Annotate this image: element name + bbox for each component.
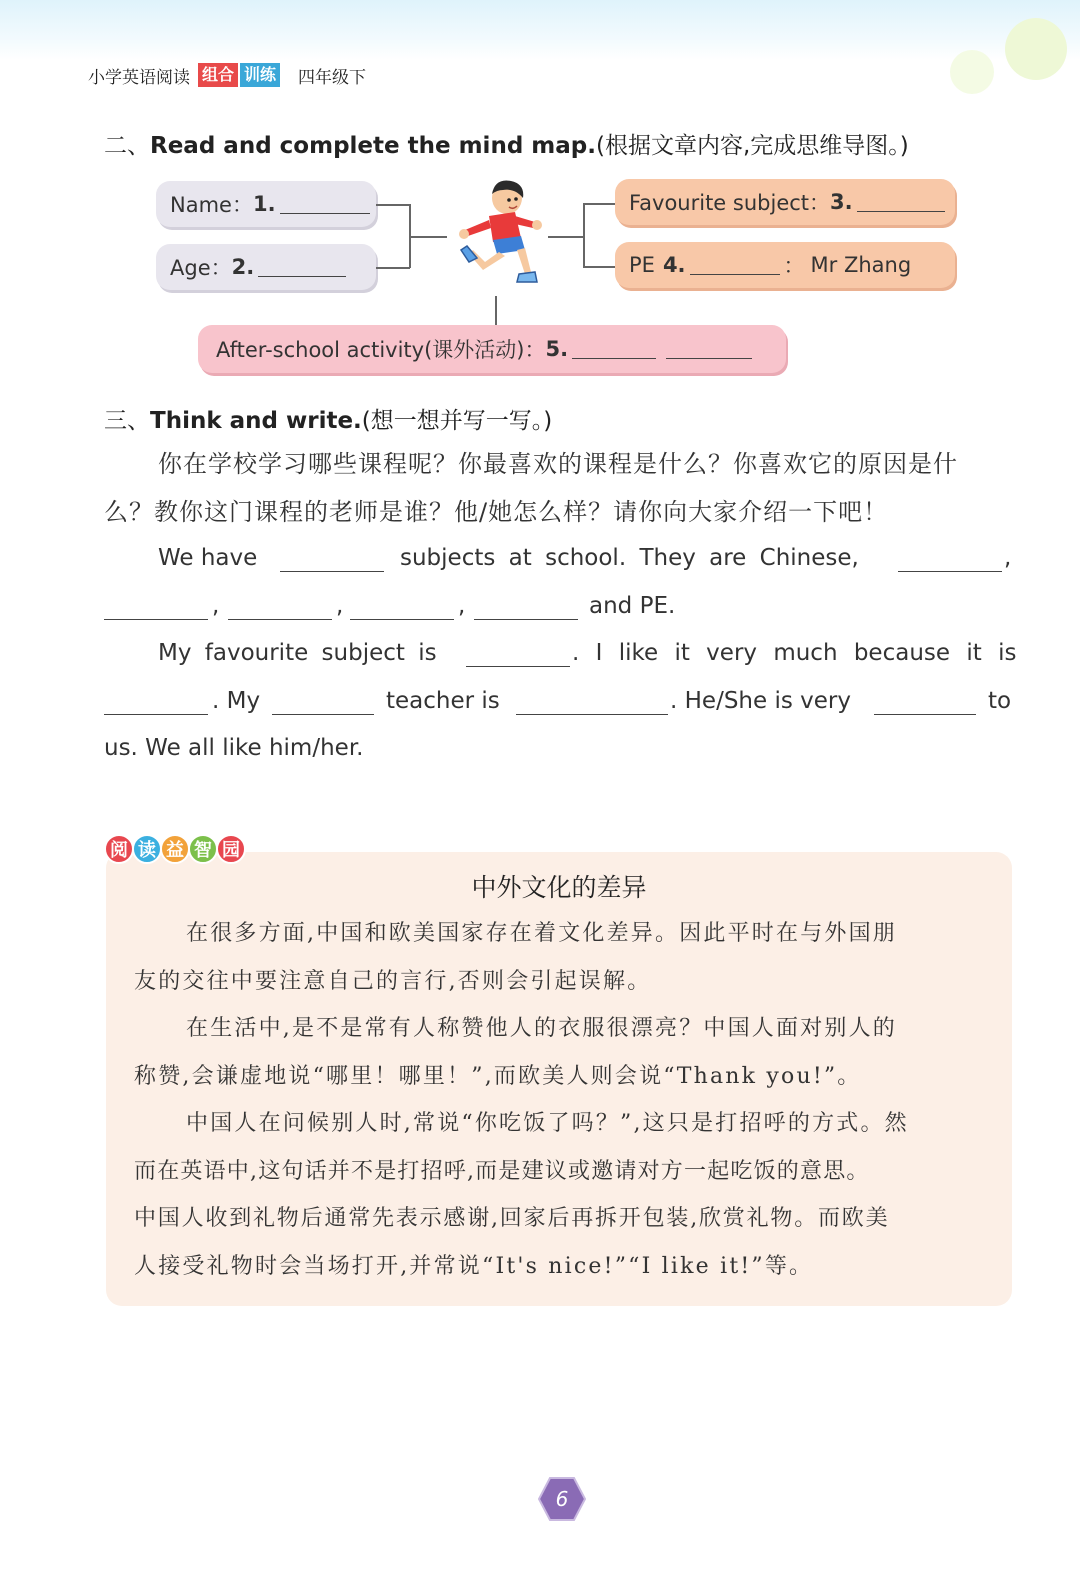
writing-blank[interactable]	[104, 593, 208, 620]
writing-text: We have	[158, 545, 258, 571]
decorative-circle	[950, 50, 994, 94]
mindmap-pe-box	[615, 242, 955, 288]
connector-line	[376, 267, 410, 269]
writing-blank[interactable]	[874, 688, 976, 715]
writing-blank[interactable]	[228, 593, 332, 620]
name-label: Name：	[170, 193, 253, 217]
writing-blank[interactable]	[272, 688, 374, 715]
section3-title-cn: (想一想并写一写。)	[361, 408, 553, 434]
writing-line-2	[104, 593, 1012, 627]
section3-title-en: Think and write.	[150, 408, 362, 434]
activity-label: After-school activity(课外活动)：	[216, 338, 546, 362]
writing-text: . My	[212, 688, 261, 714]
grade-label: 四年级下	[298, 67, 367, 88]
writing-line-4	[104, 688, 1012, 722]
mindmap-activity-box	[198, 325, 786, 373]
activity-blank-1[interactable]	[572, 340, 656, 359]
page-number: 6	[555, 1487, 569, 1511]
mindmap-favourite-subject-box	[615, 179, 955, 225]
section2-title-cn: (根据文章内容,完成思维导图。)	[595, 133, 909, 159]
writing-text: My favourite subject is	[158, 640, 437, 666]
section2-title-en: Read and complete the mind map.	[150, 133, 596, 159]
reading-line: 在生活中,是不是常有人称赞他人的衣服很漂亮？中国人面对别人的	[186, 1016, 897, 1041]
writing-text: ,	[1004, 545, 1012, 571]
reading-badge-row	[104, 834, 244, 864]
writing-blank[interactable]	[516, 688, 668, 715]
age-number: 2.	[231, 255, 255, 279]
reading-title: 中外文化的差异	[471, 873, 647, 902]
writing-blank[interactable]	[898, 545, 1002, 572]
writing-text: . I like it very much because it is	[572, 640, 1017, 666]
pe-colon: ：	[783, 254, 805, 278]
writing-text: . He/She is very	[670, 688, 851, 714]
connector-line	[376, 204, 410, 206]
writing-text: and PE.	[589, 593, 676, 619]
badge-char: 园	[216, 834, 246, 864]
header-tag-combo: 组合	[198, 63, 238, 87]
age-blank[interactable]	[258, 258, 346, 277]
writing-text: ,	[458, 593, 466, 619]
decorative-circle	[1005, 18, 1067, 80]
pe-teacher: Mr Zhang	[810, 253, 912, 277]
writing-blank[interactable]	[104, 688, 208, 715]
badge-char: 智	[188, 834, 218, 864]
mindmap-age-box	[156, 244, 376, 290]
section2-number: 二、	[104, 133, 150, 159]
name-number: 1.	[252, 192, 276, 216]
writing-text: to	[988, 688, 1012, 714]
prompt-line-2: 么？教你这门课程的老师是谁？他/她怎么样？请你向大家介绍一下吧！	[104, 498, 889, 526]
reading-line: 称赞,会谦虚地说“哪里！哪里！”,而欧美人则会说“Thank you!”。	[134, 1063, 862, 1089]
reading-line: 而在英语中,这句话并不是打招呼,而是建议或邀请对方一起吃饭的意思。	[134, 1158, 870, 1184]
pe-blank[interactable]	[690, 256, 780, 275]
writing-text: ,	[336, 593, 344, 619]
reading-line: 中国人在问候别人时,常说“你吃饭了吗？”,这只是打招呼的方式。然	[186, 1111, 909, 1136]
name-blank[interactable]	[280, 195, 370, 214]
prompt-line-1: 你在学校学习哪些课程呢？你最喜欢的课程是什么？你喜欢它的原因是什	[158, 450, 958, 478]
connector-line	[495, 296, 497, 326]
activity-blank-2[interactable]	[666, 340, 752, 359]
top-decoration-band	[0, 0, 1080, 60]
favourite-subject-number: 3.	[830, 190, 853, 214]
section3-number: 三、	[104, 408, 150, 434]
page-header	[88, 60, 366, 90]
age-label: Age：	[170, 256, 232, 280]
reading-paragraph-1	[134, 910, 986, 1005]
header-tag-training: 训练	[240, 63, 280, 87]
reading-paragraph-3	[134, 1100, 986, 1290]
section3-prompt	[104, 440, 1012, 536]
reading-line: 人接受礼物时会当场打开,并常说“It's nice!”“I like it!”等。	[134, 1253, 814, 1279]
writing-text: ,	[212, 593, 220, 619]
reading-line: 友的交往中要注意自己的言行,否则会引起误解。	[134, 968, 652, 994]
reading-line: 在很多方面,中国和欧美国家存在着文化差异。因此平时在与外国朋	[186, 921, 897, 946]
pe-number: 4.	[662, 253, 686, 277]
writing-blank[interactable]	[350, 593, 454, 620]
writing-text: us. We all like him/her.	[104, 735, 364, 761]
mindmap-name-box	[156, 181, 376, 227]
writing-line-5	[104, 735, 1012, 769]
badge-char: 益	[160, 834, 190, 864]
writing-blank[interactable]	[466, 640, 570, 667]
writing-line-3	[104, 640, 1017, 674]
reading-line: 中国人收到礼物后通常先表示感谢,回家后再拆开包装,欣赏礼物。而欧美	[134, 1206, 890, 1231]
section3-title	[104, 402, 552, 435]
favourite-subject-blank[interactable]	[857, 193, 945, 212]
connector-line	[583, 266, 617, 268]
writing-blank[interactable]	[474, 593, 578, 620]
writing-text: subjects at school. They are Chinese,	[400, 545, 859, 571]
running-boy-illustration	[445, 176, 555, 294]
activity-number: 5.	[545, 337, 569, 361]
badge-char: 读	[132, 834, 162, 864]
favourite-subject-label: Favourite subject：	[629, 191, 831, 215]
connector-line	[409, 236, 447, 238]
pe-label: PE	[629, 253, 655, 277]
connector-line	[583, 203, 617, 205]
writing-text: teacher is	[386, 688, 500, 714]
writing-line-1	[104, 545, 1012, 579]
reading-paragraph-2	[134, 1005, 986, 1100]
section2-title	[104, 127, 909, 160]
connector-line	[583, 203, 585, 267]
writing-blank[interactable]	[280, 545, 384, 572]
book-title: 小学英语阅读	[88, 67, 190, 88]
badge-char: 阅	[104, 834, 134, 864]
